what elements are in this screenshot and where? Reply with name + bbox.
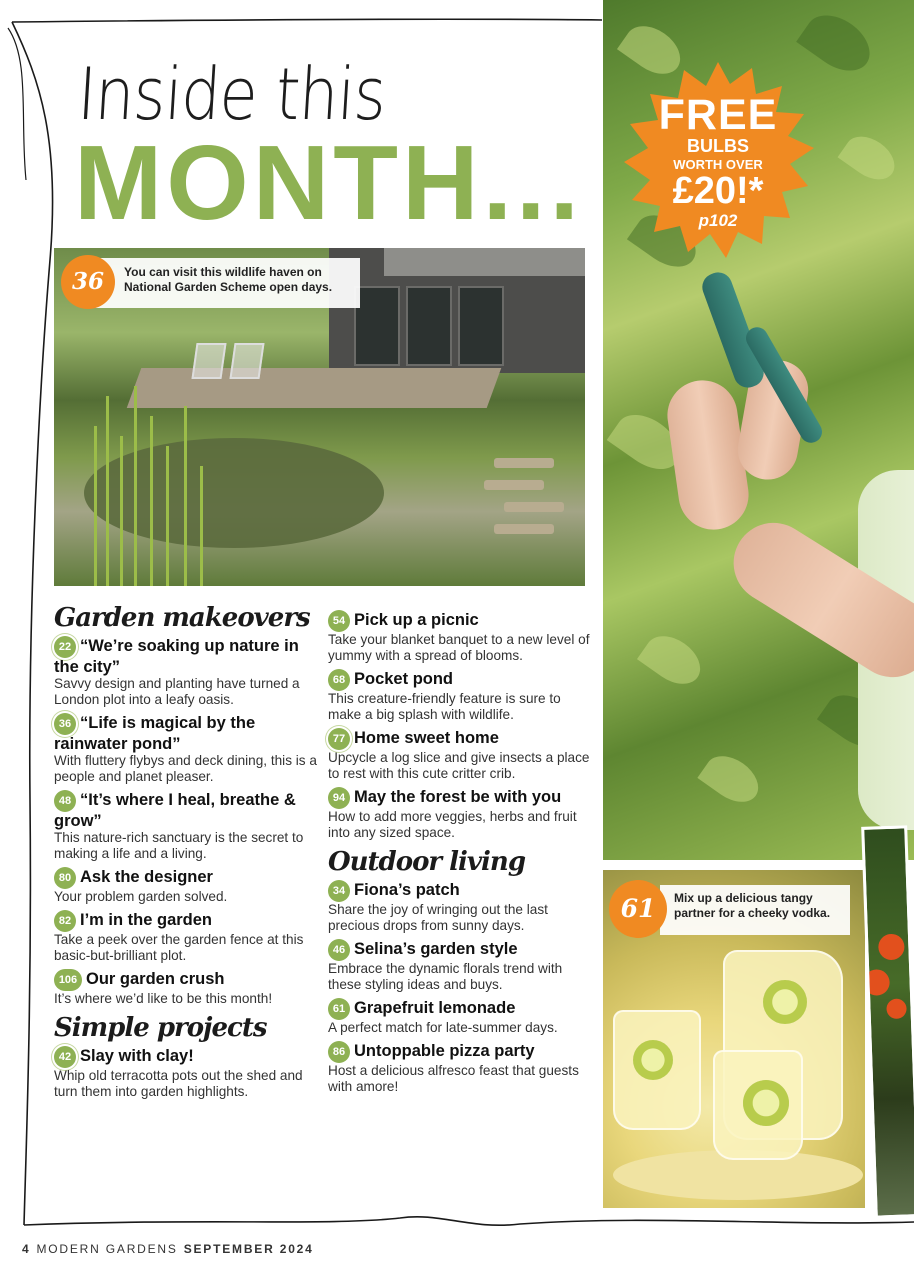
page-number-badge: 54 bbox=[328, 610, 350, 632]
contents-item[interactable] bbox=[328, 880, 596, 934]
item-title: Untoppable pizza party bbox=[354, 1042, 535, 1060]
lemonade-caption: Mix up a delicious tangy partner for a cheeky vodka. bbox=[660, 885, 850, 935]
item-title: Grapefruit lemonade bbox=[354, 999, 516, 1017]
contents-item[interactable] bbox=[54, 910, 322, 964]
page-number-badge: 94 bbox=[328, 787, 350, 809]
item-title: Slay with clay! bbox=[80, 1047, 194, 1065]
item-description: Take your blanket banquet to a new level of yummy with a spread of blooms. bbox=[328, 632, 590, 663]
page-number-badge: 68 bbox=[328, 669, 350, 691]
item-description: Host a delicious alfresco feast that guests with amore! bbox=[328, 1063, 579, 1094]
item-title: “Life is magical by the rainwater pond” bbox=[54, 714, 256, 753]
page-number-badge: 80 bbox=[54, 867, 76, 889]
page-number-badge: 61 bbox=[328, 998, 350, 1020]
badge-worth: WORTH OVER bbox=[673, 157, 763, 172]
item-description: Whip old terracotta pots out the shed and turn them into garden highlights. bbox=[54, 1068, 303, 1099]
footer-issue-date: SEPTEMBER 2024 bbox=[183, 1242, 314, 1256]
item-description: This nature-rich sanctuary is the secret to making a life and a living. bbox=[54, 830, 304, 861]
item-description: Savvy design and planting have turned a London plot into a leafy oasis. bbox=[54, 676, 300, 707]
garden-photo-caption: You can visit this wildlife haven on National Garden Scheme open days. bbox=[82, 258, 360, 308]
page-number-badge: 86 bbox=[328, 1041, 350, 1063]
page-number-badge: 46 bbox=[328, 939, 350, 961]
page-number-badge: 82 bbox=[54, 910, 76, 932]
item-description: Share the joy of wringing out the last precious drops from sunny days. bbox=[328, 902, 548, 933]
page-number-badge: 42 bbox=[54, 1046, 76, 1068]
page-footer bbox=[22, 1242, 314, 1256]
item-description: Take a peek over the garden fence at this basic-but-brilliant plot. bbox=[54, 932, 304, 963]
item-description: With fluttery flybys and deck dining, this is a people and planet pleaser. bbox=[54, 753, 317, 784]
item-title: May the forest be with you bbox=[354, 788, 562, 806]
item-description: It’s where we’d like to be this month! bbox=[54, 991, 273, 1006]
contents-item[interactable] bbox=[328, 610, 596, 664]
page-number-badge: 77 bbox=[328, 728, 350, 750]
section-title-simple-projects: Simple projects bbox=[54, 1013, 267, 1043]
contents-item[interactable] bbox=[328, 728, 596, 782]
item-description: A perfect match for late-summer days. bbox=[328, 1020, 558, 1035]
contents-left-column bbox=[54, 602, 322, 1105]
section-title-garden-makeovers: Garden makeovers bbox=[54, 603, 310, 633]
badge-free: FREE bbox=[658, 91, 778, 139]
item-description: Your problem garden solved. bbox=[54, 889, 228, 904]
item-title: Selina’s garden style bbox=[354, 940, 518, 958]
section-title-outdoor-living: Outdoor living bbox=[328, 847, 525, 877]
badge-page: p102 bbox=[698, 211, 738, 230]
contents-item[interactable] bbox=[328, 939, 596, 993]
item-title: Fiona’s patch bbox=[354, 881, 460, 899]
item-description: This creature-friendly feature is sure to make a big splash with wildlife. bbox=[328, 691, 561, 722]
heading-month: MONTH... bbox=[74, 124, 583, 242]
contents-item[interactable] bbox=[54, 790, 322, 862]
page-number-badge: 36 bbox=[54, 713, 76, 735]
lemonade-page-badge[interactable]: 61 bbox=[609, 880, 667, 938]
badge-price: £20!* bbox=[672, 170, 764, 212]
badge-bulbs: BULBS bbox=[687, 136, 749, 156]
contents-item[interactable] bbox=[54, 713, 322, 785]
page-number-badge: 34 bbox=[328, 880, 350, 902]
contents-item[interactable] bbox=[328, 1041, 596, 1095]
item-title: “We’re soaking up nature in the city” bbox=[54, 637, 299, 676]
contents-item[interactable] bbox=[54, 636, 322, 708]
item-title: Ask the designer bbox=[80, 868, 213, 886]
item-title: Pick up a picnic bbox=[354, 611, 479, 629]
footer-page-number: 4 bbox=[22, 1242, 31, 1256]
item-description: Upcycle a log slice and give insects a place to rest with this cute critter crib. bbox=[328, 750, 590, 781]
garden-photo-page-badge[interactable]: 36 bbox=[61, 255, 115, 309]
contents-item[interactable] bbox=[54, 867, 322, 905]
item-title: Pocket pond bbox=[354, 670, 454, 688]
heading-inside-this: Inside this bbox=[75, 52, 388, 136]
contents-item[interactable] bbox=[328, 787, 596, 841]
contents-item[interactable] bbox=[328, 669, 596, 723]
footer-magazine-name: MODERN GARDENS bbox=[36, 1242, 178, 1256]
page-number-badge: 48 bbox=[54, 790, 76, 812]
item-title: I’m in the garden bbox=[80, 911, 213, 929]
page-number-badge: 22 bbox=[54, 636, 76, 658]
item-description: How to add more veggies, herbs and fruit into any sized space. bbox=[328, 809, 577, 840]
contents-right-column bbox=[328, 608, 596, 1100]
contents-item[interactable] bbox=[54, 969, 322, 1007]
contents-item[interactable] bbox=[328, 998, 596, 1036]
contents-item[interactable] bbox=[54, 1046, 322, 1100]
item-title: “It’s where I heal, breathe & grow” bbox=[54, 791, 296, 830]
item-title: Home sweet home bbox=[354, 729, 499, 747]
page-number-badge: 106 bbox=[54, 969, 82, 991]
item-title: Our garden crush bbox=[86, 970, 225, 988]
item-description: Embrace the dynamic florals trend with these styling ideas and buys. bbox=[328, 961, 563, 992]
